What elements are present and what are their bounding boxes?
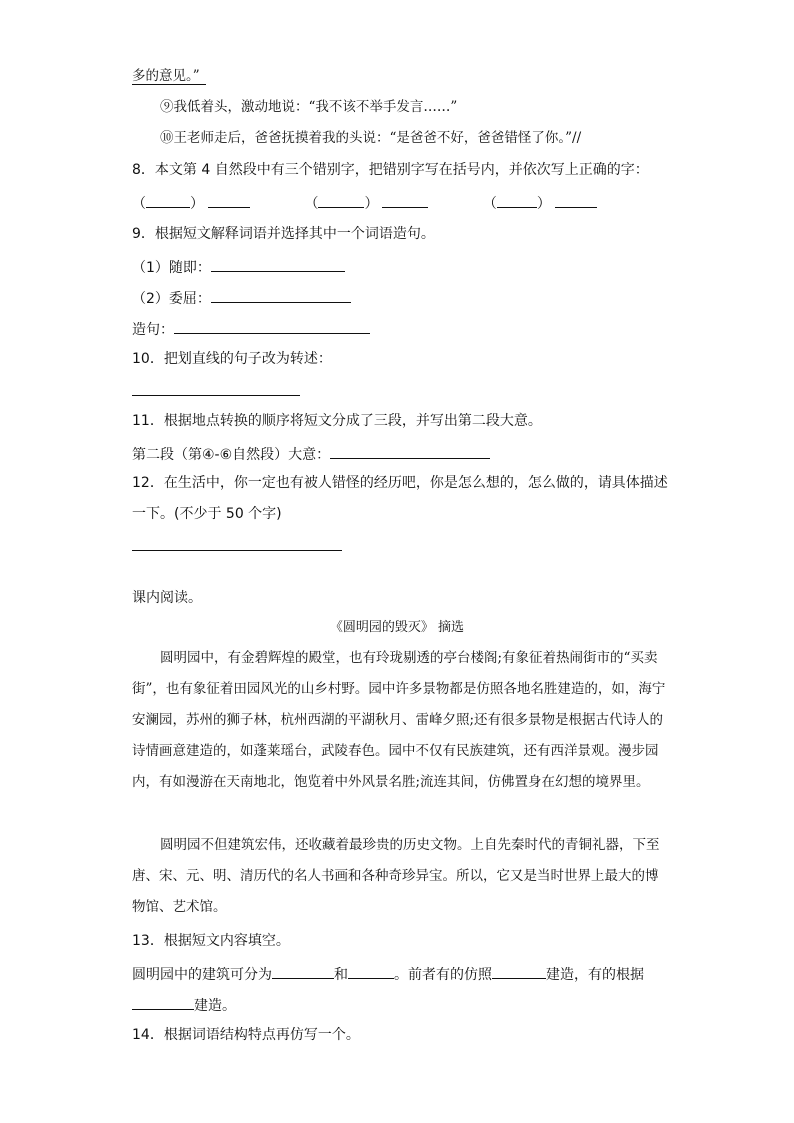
blank-group-2: （ ） [304,191,428,214]
answer-blank[interactable] [174,317,370,334]
question-12-line-2: 一下。(不少于 50 个字) [132,506,282,522]
answer-blank[interactable] [211,286,351,303]
question-8-blanks [132,191,597,214]
answer-blank[interactable] [272,962,334,979]
question-13-fill: 圆明园中的建筑可分为 和 。前者有的仿照 建造，有的根据 [132,962,644,985]
question-10: 10．把划直线的句子改为转述： [132,351,332,367]
excerpt-paragraph-2: 圆明园不但建筑宏伟，还收藏着最珍贵的历史文物。上自先秦时代的青铜礼器，下至唐、宋、元、明、清历代的名人书画和各种奇珍异宝。所以，它又是当时世界上最大的博物馆、艺术馆。 [132,837,660,915]
answer-blank[interactable] [492,962,546,979]
text-fragment [132,66,206,86]
section-heading: 课内阅读。 [132,590,202,606]
answer-blank[interactable] [348,962,394,979]
question-14: 14．根据词语结构特点再仿写一个。 [132,1027,360,1043]
question-13-fill-2: 建造。 [132,993,236,1016]
answer-blank[interactable] [555,191,597,208]
excerpt-title: 《圆明园的毁灭》 摘选 [329,620,465,635]
answer-blank[interactable] [318,191,364,208]
question-11: 11．根据地点转换的顺序将短文分成了三段，并写出第二段大意。 [132,413,542,429]
answer-blank[interactable] [211,255,345,272]
question-12-line-1: 12．在生活中，你一定也有被人错怪的经历吧，你是怎么想的，怎么做的，请具体描述 [132,475,668,491]
question-9-part-2: （2）委屈： [132,286,351,309]
blank-group-1: （ ） [132,191,250,214]
answer-blank[interactable] [330,442,490,459]
question-8: 8．本文第 4 自然段中有三个错别字，把错别字写在括号内，并依次写上正确的字： [132,162,649,178]
question-13: 13．根据短文内容填空。 [132,933,290,949]
question-9: 9．根据短文解释词语并选择其中一个词语造句。 [132,226,435,242]
blank-group-3: （ ） [483,191,597,214]
answer-blank[interactable] [146,191,190,208]
question-11-part: 第二段（第④-⑥自然段）大意： [132,442,490,465]
excerpt-paragraph-1: 圆明园中，有金碧辉煌的殿堂，也有玲珑剔透的亭台楼阁;有象征着热闹街市的“买卖街”，也有象征着田园风光的山乡村野。园中许多景物都是仿照各地名胜建造的，如，海宁安澜园，苏州的狮子林，杭州西湖的平湖秋月、雷峰夕照;还有很多景物是根据古代诗人的诗情画意建造的，如蓬莱瑶台，武陵春色。园中不仅有民族建筑，还有西洋景观。漫步园内，有如漫游在天南地北，饱览着中外风景名胜;流连其间，仿佛置身在幻想的境界里。 [132,650,666,790]
answer-blank[interactable] [208,191,250,208]
question-9-part-1: （1）随即： [132,255,345,278]
fragment-text: 多的意见。” [132,68,206,85]
passage-item-10: ⑩王老师走后，爸爸抚摸着我的头说：“是爸爸不好，爸爸错怪了你。”// [160,130,582,146]
answer-line[interactable] [132,395,300,396]
answer-blank[interactable] [497,191,537,208]
answer-blank[interactable] [382,191,428,208]
answer-blank[interactable] [132,993,194,1010]
answer-line[interactable] [132,550,342,551]
passage-item-9: ⑨我低着头，激动地说：“我不该不举手发言……” [160,99,458,115]
question-9-sentence: 造句： [132,317,370,340]
